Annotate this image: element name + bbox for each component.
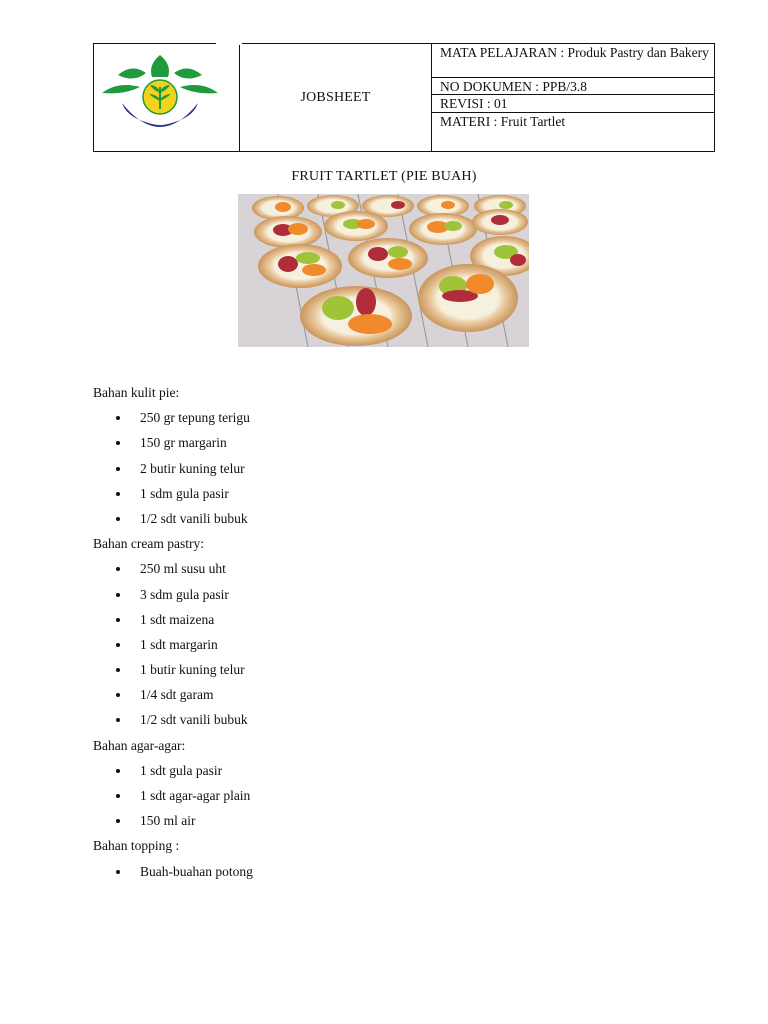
list-item xyxy=(93,481,693,506)
bullet-icon xyxy=(116,693,120,697)
list-item-text: 1 sdt margarin xyxy=(140,636,218,652)
section-heading: Bahan agar-agar: xyxy=(93,737,186,753)
bullet-icon xyxy=(116,492,120,496)
list-item xyxy=(93,808,693,833)
revisi: REVISI : 01 xyxy=(432,95,714,113)
list-item xyxy=(93,405,693,430)
bullet-icon xyxy=(116,441,120,445)
list-item xyxy=(93,783,693,808)
school-logo-icon xyxy=(100,53,220,145)
list-item-text: 1 butir kuning telur xyxy=(140,662,245,678)
bullet-icon xyxy=(116,467,120,471)
list-item-text: 250 gr tepung terigu xyxy=(140,410,250,426)
no-dokumen: NO DOKUMEN : PPB/3.8 xyxy=(432,78,714,95)
list-item xyxy=(93,607,693,632)
list-item-text: 150 gr margarin xyxy=(140,435,227,451)
document-info xyxy=(432,44,714,151)
list-item xyxy=(93,758,693,783)
list-item-text: 2 butir kuning telur xyxy=(140,460,245,476)
list-item-text: 1 sdt maizena xyxy=(140,611,215,627)
list-item-text: 1/2 sdt vanili bubuk xyxy=(140,510,248,526)
list-item xyxy=(93,556,693,581)
list-item xyxy=(93,707,693,732)
list-item xyxy=(93,456,693,481)
list-item-text: 1 sdm gula pasir xyxy=(140,485,229,501)
bullet-icon xyxy=(116,870,120,874)
list-item xyxy=(93,657,693,682)
list-item-text: 150 ml air xyxy=(140,813,196,829)
list-item-text: 250 ml susu uht xyxy=(140,561,226,577)
list-item xyxy=(93,430,693,455)
list-item-text: 3 sdm gula pasir xyxy=(140,586,229,602)
section-heading: Bahan topping : xyxy=(93,838,180,854)
bullet-icon xyxy=(116,668,120,672)
list-item-text: 1 sdt agar-agar plain xyxy=(140,788,251,803)
jobsheet-title: JOBSHEET xyxy=(240,44,432,151)
bullet-icon xyxy=(116,618,120,622)
bullet-icon xyxy=(116,593,120,597)
ingredients-content xyxy=(93,380,693,884)
bullet-icon xyxy=(116,567,120,571)
list-item-text: Buah-buahan potong xyxy=(140,863,253,879)
logo-cell xyxy=(94,44,240,151)
bullet-icon xyxy=(116,769,120,773)
list-item xyxy=(93,682,693,707)
list-item xyxy=(93,506,693,531)
bullet-icon xyxy=(116,718,120,722)
list-item-text: 1/2 sdt vanili bubuk xyxy=(140,712,248,728)
mata-pelajaran: MATA PELAJARAN : Produk Pastry dan Bakery xyxy=(432,44,714,78)
list-item xyxy=(93,632,693,657)
bullet-icon xyxy=(116,517,120,521)
section-heading: Bahan cream pastry: xyxy=(93,536,204,552)
fruit-tartlet-photo xyxy=(238,194,529,347)
list-item-text: 1 sdt gula pasir xyxy=(140,762,223,778)
document-title: FRUIT TARTLET (PIE BUAH) xyxy=(291,169,477,184)
list-item-text: 1/4 sdt garam xyxy=(140,687,214,703)
list-item xyxy=(93,582,693,607)
materi: MATERI : Fruit Tartlet xyxy=(440,114,566,129)
section-heading: Bahan kulit pie: xyxy=(93,385,180,400)
header-table xyxy=(93,43,715,152)
bullet-icon xyxy=(116,794,120,798)
bullet-icon xyxy=(116,643,120,647)
bullet-icon xyxy=(116,819,120,823)
list-item xyxy=(93,859,693,884)
bullet-icon xyxy=(116,416,120,420)
